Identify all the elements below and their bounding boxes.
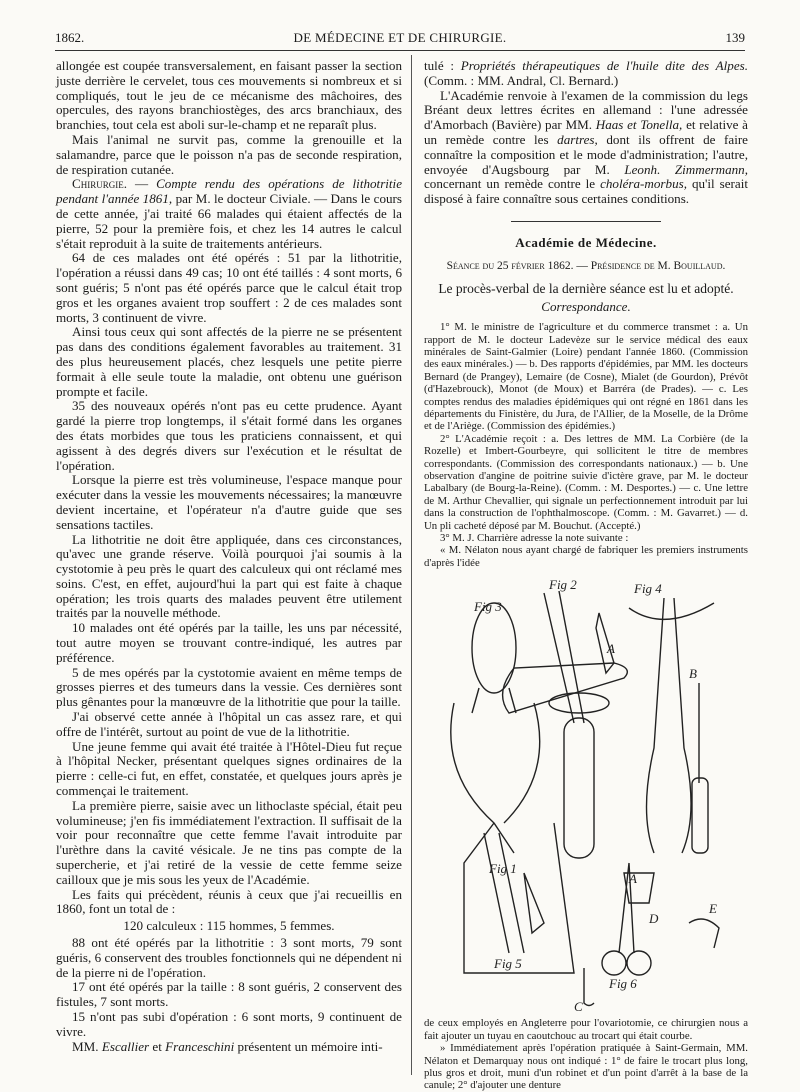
- fig4-spring: [629, 603, 714, 619]
- fig-label: C: [574, 999, 583, 1014]
- paragraph: 17 ont été opérés par la taille : 8 sont guéris, 2 conservent des fistules, 7 sont morts.: [56, 979, 402, 1010]
- text: qu'il serait disposé à faire connaître sous certaines conditions.: [424, 176, 749, 207]
- header-title: DE MÉDECINE ET DE CHIRURGIE.: [293, 30, 507, 45]
- author-name: Franceschini: [165, 1038, 235, 1054]
- forceps: [451, 703, 540, 853]
- text: et relative à un remède contre les: [424, 117, 748, 147]
- total-line: 120 calculeux : 115 hommes, 5 femmes.: [123, 918, 335, 934]
- paragraph: Lorsque la pierre est très volumineuse, l'espace manque pour exécuter dans la vessie les mouvements nécessaires; la manœuvre devient incertaine, et l'opérateur n'a d'autre guide que ses sensations tactiles.: [56, 472, 402, 532]
- paragraph: 64 de ces malades ont été opérés : 51 par la lithotritie, l'opération a réussi dans 49 cas; 10 ont été taillés : 4 sont morts, 6 sont guéris; 5 n'ont pas été opérés parce que le calcul était trop gros et les organes avaient trop souffert : 2 de ces malades sont morts, 3 continuent de vivre.: [56, 250, 402, 325]
- correspondence-item: 1° M. le ministre de l'agriculture et du commerce transmet : a. Un rapport de M. le docteur Ladevèze sur le service médical des eaux minérales de Saint-Galmier (Loire) pendant l'année 1860. (Commission des eaux minérales.) — b. Des rapports d'épidémies, par MM. les docteurs Bernard (de Prangey), Lemaire (de Cosne), Mialet (de Gourdon), Prévôt (d'Hazebrouck), Monot (de Moux) et Barréra (de Prades). — c. Les comptes rendus des maladies épidémiques qui ont régné en 1861 dans les départements du Finistère, du Jura, de l'Allier, de la Moselle, de la Drôme et de l'Ariège. (Commission des épidémies.): [424, 321, 748, 433]
- text: tulé :: [424, 58, 455, 73]
- session-line: Séance du 25 février 1862. — Présidence de M. Bouillaud.: [446, 259, 726, 272]
- text: et: [152, 1038, 162, 1054]
- header-rule: [55, 50, 745, 51]
- fig6-ring: [627, 951, 651, 975]
- paragraph: [56, 1040, 402, 1055]
- left-column: [56, 59, 402, 1054]
- running-header: [55, 30, 745, 50]
- article-title: Compte rendu des opérations de lithotritie pendant l'année 1861,: [56, 176, 403, 207]
- fig-label: Fig 3: [474, 599, 502, 615]
- section-rule: [511, 221, 661, 222]
- surgical-instruments-figure: [424, 573, 748, 1013]
- paragraph: Les faits qui précèdent, réunis à ceux que j'ai recueillis en 1860, font un total de :: [56, 886, 402, 917]
- text: présentent un mémoire inti-: [237, 1038, 383, 1054]
- paragraph: 15 n'ont pas subi d'opération : 6 sont morts, 9 continuent de vivre.: [56, 1009, 402, 1039]
- fig-label: Fig 5: [494, 956, 522, 972]
- paragraph: J'ai observé cette année à l'hôpital un cas assez rare, et qui offre de l'intérêt, surtout au point de vue de la lithotritie.: [56, 709, 402, 739]
- author-name: Escallier: [101, 1038, 150, 1054]
- correspondence-item: 2° L'Académie reçoit : a. Des lettres de MM. La Corbière (de la Rozelle) et Imbert-Gourbeyre, qui sollicitent le titre de membres correspondants. (Commission des correspondants nationaux.) — b. Une observation d'angine de poitrine suivie d'ictère grave, par M. le docteur Labalbary (de Bourg-la-Reine). (Comm. : M. Desportes.) — c. Une lettre de M. Arthur Chevallier, qui signale un perfectionnement introduit par lui dans la construction de l'ophthalmoscope. (Comm. : M. Gavarret.) — d. Un pli cacheté déposé par M. Bouchut. (Accepté.): [424, 432, 748, 532]
- minutes-line: Le procès-verbal de la dernière séance est lu et adopté.: [438, 280, 734, 296]
- paragraph: 5 de mes opérés par la cystotomie avaient en même temps de grosses pierres et des tumeurs dans la vessie. Ces dernières sont plus gênantes pour la manœuvre de la lithotritie que pour la taille.: [56, 664, 402, 710]
- column-divider: [411, 55, 412, 1075]
- correspondence-item: » Immédiatement après l'opération pratiquée à Saint-Germain, MM. Nélaton et Demarquay nous ont indiqué : 1° de faire le trocart plus long, plus gros et droit, muni d'un robinet et d'un point d'arrêt à la base de la canule; 2° d'ajouter une denture: [424, 1042, 748, 1092]
- text: L'Académie renvoie à l'examen de la commission du legs Bréant deux lettres écrites en allemand : l'une adressée d'Amorbach (Bavière) par MM.: [424, 87, 748, 133]
- fig-label: A: [607, 641, 615, 657]
- fig-label: B: [689, 666, 697, 682]
- fig1-shaft: [484, 833, 524, 953]
- fig-label: A: [629, 871, 637, 887]
- text: (Comm. : MM. Andral, Cl. Bernard.): [424, 72, 619, 88]
- section-label: Chirurgie.: [72, 176, 128, 192]
- fig6-ring: [602, 951, 626, 975]
- clip-e: [689, 919, 719, 948]
- paragraph: La première pierre, saisie avec un lithoclaste spécial, était peu volumineuse; j'en fis immédiatement l'extraction. Il suffisait de la voir pour reconnaître que cette femme l'avait introduite par l'urèthre dans la cavité vésicale. Je ne tins pas compte de la supercherie, et j'ai retiré de la vessie de cette femme seize cailloux que je mis sous les yeux de l'Académie.: [56, 797, 402, 887]
- correspondence-item: « M. Nélaton nous ayant chargé de fabriquer les premiers instruments d'après l'idée: [424, 544, 748, 569]
- header-year: 1862.: [55, 30, 85, 45]
- correspondence-item: 3° M. J. Charrière adresse la note suivante :: [440, 532, 629, 545]
- page-number: 139: [725, 30, 745, 45]
- fig-label: E: [709, 901, 717, 917]
- correspondence-heading: Correspondance.: [541, 299, 631, 315]
- correspondence-item: de ceux employés en Angleterre pour l'ovariotomie, ce chirurgien nous a fait ajouter un tuyau en caoutchouc au trocart qui était courbe.: [424, 1017, 748, 1042]
- text: dont ils offrent de faire connaître la composition et le mode d'administration; l'autre, envoyée d'Augsbourg par M.: [424, 131, 748, 177]
- paragraph: La lithotritie ne doit être appliquée, dans ces circonstances, qu'avec une grande réserve. Voilà pourquoi j'ai soumis à la cystotomie à peu près le quart des calculeux qui ont réclamé mes soins. C'est, en effet, aujourd'hui la part qui est faite à chaque opération; les trois quarts des malades peuvent être utilement traités par la nouvelle méthode.: [56, 531, 402, 621]
- fig3-handles: [472, 688, 516, 713]
- text: concernant un remède contre le: [424, 176, 596, 192]
- fig-label: D: [649, 911, 659, 927]
- fig-label: Fig 4: [634, 581, 662, 597]
- paragraph: allongée est coupée transversalement, en faisant passer la section juste derrière le cervelet, tous ces mouvements si nombreux et si compliqués, tout le jeu de ce mécanisme des mâchoires, des opercules, des rayons branchiostèges, des arcs branchiaux, des branchies, tout cela est aboli sur-le-champ et ne reparaît plus.: [56, 58, 402, 133]
- paragraph-text: par M. le docteur Civiale. — Dans le cours de cette année, j'ai traité 66 malades qui étaient affectés de la pierre, 52 pour la première fois, et chez les 14 autres le calcul s'était reproduit à la suite de traitements antérieurs.: [56, 191, 402, 251]
- paragraph: Une jeune femme qui avait été traitée à l'Hôtel-Dieu fut reçue à l'hôpital Necker, présentant quelques signes ordinaires de la pierre : celle-ci fut, en effet, constatée, et quelques jours après je commençai le traitement.: [56, 738, 402, 799]
- paragraph: 10 malades ont été opérés par la taille, les uns par nécessité, tout autre moyen se trouvant contre-indiqué, les autres par préférence.: [56, 620, 402, 665]
- paragraph: 35 des nouveaux opérés n'ont pas eu cette prudence. Ayant gardé la pierre trop longtemps, il s'était formé dans les organes des états morbides que tous les praticiens connaissent, et qui agissent à des degrés divers sur l'exécution et le résultat de l'opération.: [56, 398, 402, 473]
- rod-b-handle: [692, 778, 708, 853]
- fig-label: Fig 2: [549, 577, 577, 593]
- text: MM.: [72, 1038, 99, 1054]
- paragraph: 88 ont été opérés par la lithotritie : 3 sont morts, 79 sont guéris, 6 conservent des troubles fonctionnels qui ne dépendent ni de la pierre ni de l'opération.: [56, 935, 402, 980]
- fig2-handle: [564, 718, 594, 858]
- fig-label: Fig 1: [489, 861, 517, 877]
- paragraph: [424, 89, 748, 207]
- hook-c: [584, 968, 594, 1006]
- right-column: [424, 59, 748, 1092]
- term: dartres,: [557, 131, 598, 147]
- fig2-shaft: [544, 591, 584, 723]
- academy-heading: Académie de Médecine.: [515, 234, 657, 250]
- fig-label: Fig 6: [609, 976, 637, 992]
- fig4-blades: [647, 598, 692, 853]
- paragraph: Mais l'animal ne survit pas, comme la grenouille et la salamandre, parce que le poisson n'a pas de seconde respiration, de respiration cutanée.: [56, 131, 402, 177]
- memoir-title: Propriétés thérapeutiques de l'huile dite des Alpes.: [460, 58, 749, 73]
- fig5-frame: [464, 823, 574, 973]
- fig3-ring: [472, 603, 516, 693]
- paragraph: Ainsi tous ceux qui sont affectés de la pierre ne se présentent pas dans des conditions également favorables au traitement. 31 des plus heureusement placés, chez lesquels une petite pierre formait à elle seule toute la maladie, ont obtenu une guérison prompte et facile.: [56, 324, 402, 399]
- paragraph: Chirurgie. — Compte rendu des opérations de lithotritie pendant l'année 1861, par M. le docteur Civiale. — Dans le cours de cette année, j'ai traité 66 malades qui étaient affectés de la pierre, 52 pour la première fois, et chez les 14 autres le calcul s'était reproduit à la suite de traitements antérieurs.: [56, 176, 403, 251]
- author-name: Leonh. Zimmermann,: [624, 161, 748, 177]
- fig1-tip: [524, 873, 544, 933]
- paragraph: [424, 59, 748, 89]
- author-name: Haas et Tonella,: [595, 117, 683, 133]
- term: choléra-morbus,: [600, 176, 687, 192]
